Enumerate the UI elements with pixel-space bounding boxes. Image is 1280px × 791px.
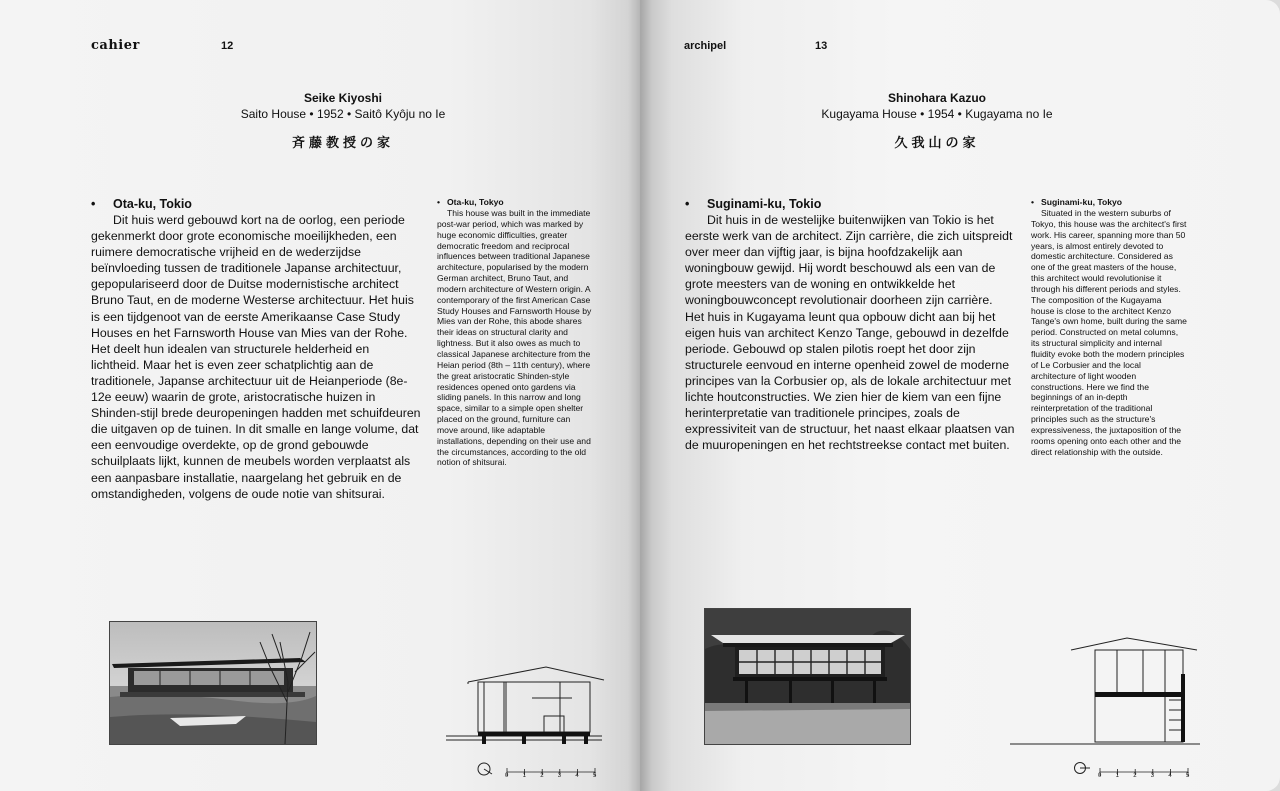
location-heading-en: • Ota-ku, Tokyo <box>437 197 504 207</box>
title-block <box>123 90 563 151</box>
scale-bar <box>505 763 597 775</box>
dutch-body-text: Dit huis werd gebouwd kort na de oorlog, een periode gekenmerkt door grote economische moeilijkheden, een ruimere democratische vrijheid en de wederzijdse beïnvloeding tussen de traditionele Japanse architectuur, gepopulariseerd door de Duitse modernistische architect Bruno Taut, en de moderne Westerse architectuur. Het huis is een tijdgenoot van de eerste Amerikaanse Case Study Houses en het Farnsworth House van Mies van der Rohe. Het deelt hun idealen van structurele helderheid en lichtheid. Maar het is even zeer schatplichtig aan de traditionele, Japanse architectuur uit de Heianperiode (8e-12e eeuw) waarin de grote, aristocratische huizen in Shinden-stijl brede deuropeningen hadden met schuifdeuren die uitgaven op de tuinen. In dit smalle en lange volume, dat een eenvoudige overdekte, op de grond gebouwde schuilplaats lijkt, kunnen de meubels worden verplaatst als een aanpasbare installatie, naargelang het gebruik en de omstandigheden, volgens de oude notie van shitsurai. <box>91 213 421 501</box>
section-drawing <box>1005 634 1205 750</box>
project-subtitle: Saito House • 1952 • Saitô Kyôju no Ie <box>240 107 446 121</box>
english-body-text: Situated in the western suburbs of Tokyo, this house was the architect's first work. His career, spanning more than 50 years, is almost entirely devoted to domestic architecture. Considered as one of the great masters of the house, this architect would revolutionise it through his different periods and styles. The composition of the Kugayama house is close to the architect Kenzo Tange's own home, built during the same period. Constructed on metal columns, its structural simplicity and internal fluidity evoke both the modern principles of Le Corbusier and the local architecture of light wooden constructions. Here we find the beginnings of an in-depth reinterpretation of the traditional principles such as the structure's expressiveness, the juxtaposition of the rooms opening onto each other and the direct relationship with the outside. <box>1031 208 1187 457</box>
right-page: archipel 13 Shinohara Kazuo Kugayama House • 1954 • Kugayama no Ie 久我山の家 • Suginami-ku, Tokio Dit huis in de westelijke buitenwijken van Tokio is het eerste werk van de architect. Zijn carrière, die zich uitspreidt over meer dan vijftig jaar, is bijna hoofdzakelijk aan woningbouw gewijd. Hij wordt beschouwd als een van de grote meesters van de woning en ontwikkelde het woningbouwconcept revolutionair doorheen zijn carrière. Het huis in Kugayama leunt qua opbouw dicht aan bij het eigen huis van architect Kenzo Tange, gebouwd in dezelfde periode. Gebouwd op stalen pilotis roept het door zijn structurele eenvoud en interne openheid zowel de moderne principes van la Corbusier op, als de lokale architectuur met lichte houtconstructies. We zien hier de kiem van een fijne herinterpretatie van traditionele principes, zoals de expressiviteit van de structuur, het naast elkaar plaatsen van de muuropeningen en het rechtstreekse contact met buiten. • Suginami-ku, Tokyo Situated in the western suburbs of Tokyo, this house was the architect's first work. His career, spanning more than 50 years, is almost entirely devoted to domestic architecture. Considered as one of the great masters of the house, this architect would revolutionise it through his different periods and styles. The composition of the Kugayama house is close to the architect Kenzo Tange's own home, built during the same period. Constructed on metal columns, its structural simplicity and internal fluidity evoke both the modern principles of Le Corbusier and the local architecture of light wooden constructions. Here we find the beginnings of an in-depth reinterpretation of the traditional principles such as the structure's expressiveness, the juxtaposition of the rooms opening onto each other and the direct relationship with the outside. 0 1 2 3 4 5 <box>640 0 1280 791</box>
north-arrow-icon <box>1072 760 1092 780</box>
section-drawing <box>432 662 607 752</box>
north-arrow-icon <box>475 760 495 780</box>
location-heading-en: • Suginami-ku, Tokyo <box>1031 197 1123 207</box>
english-body-text: This house was built in the immediate post-war period, which was marked by huge economic difficulties, greater democratic freedom and reciprocal influences between traditional Japanese architecture, popularised by the modern German architect, Bruno Taut, and modern architecture of Western origin. A contemporary of the first American Case Study Houses and Farnsworth House by Mies van der Rohe, this abode shares their ideas on structural clarity and lightness. But it also owes as much to classical Japanese architecture from the Heian period (8th – 11th century), where the great aristocratic Shinden-style residences opened onto gardens via sliding panels. In this narrow and long space, similar to a simple open shelter placed on the ground, furniture can move around, like adaptable installations, depending on their use and the circumstances, according to the old notion of shitsurai. <box>437 208 592 468</box>
dutch-text-column <box>91 196 421 502</box>
scale-bar <box>1098 763 1190 775</box>
page-number: 13 <box>815 40 828 52</box>
english-text-column <box>437 197 593 468</box>
house-photo <box>704 608 911 745</box>
dutch-text-column <box>685 196 1015 453</box>
japanese-title: 斉藤教授の家 <box>291 135 394 150</box>
running-title: archipel <box>684 40 727 52</box>
japanese-title: 久我山の家 <box>894 135 980 150</box>
left-page: cahier 12 Seike Kiyoshi Saito House • 1952 • Saitô Kyôju no Ie 斉藤教授の家 • Ota-ku, Tokio Dit huis werd gebouwd kort na de oorlog, een periode gekenmerkt door grote economische moeilijkheden, een ruimere democratische vrijheid en de wederzijdse beïnvloeding tussen de traditionele Japanse architectuur, gepopulariseerd door de Duitse modernistische architect Bruno Taut, en de moderne Westerse architectuur. Het huis is een tijdgenoot van de eerste Amerikaanse Case Study Houses en het Farnsworth House van Mies van der Rohe. Het deelt hun idealen van structurele helderheid en lichtheid. Maar het is even zeer schatplichtig aan de traditionele, Japanse architectuur uit de Heianperiode (8e-12e eeuw) waarin de grote, aristocratische huizen in Shinden-stijl brede deuropeningen hadden met schuifdeuren die uitgaven op de tuinen. In dit smalle en lange volume, dat een eenvoudige overdekte, op de grond gebouwde schuilplaats lijkt, kunnen de meubels worden verplaatst als een aanpasbare installatie, naargelang het gebruik en de omstandigheden, volgens de oude notie van shitsurai. • Ota-ku, Tokyo This house was built in the immediate post-war period, which was marked by huge economic difficulties, greater democratic freedom and reciprocal influences between traditional Japanese architecture, popularised by the modern German architect, Bruno Taut, and modern architecture of Western origin. A contemporary of the first American Case Study Houses and Farnsworth House by Mies van der Rohe, this abode shares their ideas on structural clarity and lightness. But it also owes as much to classical Japanese architecture from the Heian period (8th – 11th century), where the great aristocratic Shinden-style residences opened onto gardens via sliding panels. In this narrow and long space, similar to a simple open shelter placed on the ground, furniture can move around, like adaptable installations, depending on their use and the circumstances, according to the old notion of shitsurai. 0 1 2 3 4 5 <box>0 0 640 791</box>
architect-name: Seike Kiyoshi <box>303 91 383 105</box>
house-photo <box>109 621 317 745</box>
project-subtitle: Kugayama House • 1954 • Kugayama no Ie <box>821 107 1053 121</box>
architect-name: Shinohara Kazuo <box>887 91 986 105</box>
page-number: 12 <box>221 40 234 52</box>
location-heading: • Suginami-ku, Tokio <box>685 197 822 211</box>
title-block <box>717 90 1157 151</box>
running-title: cahier <box>91 38 140 53</box>
location-heading: • Ota-ku, Tokio <box>91 197 192 211</box>
english-text-column <box>1031 197 1187 457</box>
dutch-body-text: Dit huis in de westelijke buitenwijken van Tokio is het eerste werk van de architect. Zijn carrière, die zich uitspreidt over meer dan vijftig jaar, is bijna hoofdzakelijk aan woningbouw gewijd. Hij wordt beschouwd als een van de grote meesters van de woning en ontwikkelde het woningbouwconcept revolutionair doorheen zijn carrière. Het huis in Kugayama leunt qua opbouw dicht aan bij het eigen huis van architect Kenzo Tange, gebouwd in dezelfde periode. Gebouwd op stalen pilotis roept het door zijn structurele eenvoud en interne openheid zowel de moderne principes van la Corbusier op, als de lokale architectuur met lichte houtconstructies. We zien hier de kiem van een fijne herinterpretatie van traditionele principes, zoals de expressiviteit van de structuur, het naast elkaar plaatsen van de muuropeningen en het rechtstreekse contact met buiten. <box>685 213 1015 453</box>
